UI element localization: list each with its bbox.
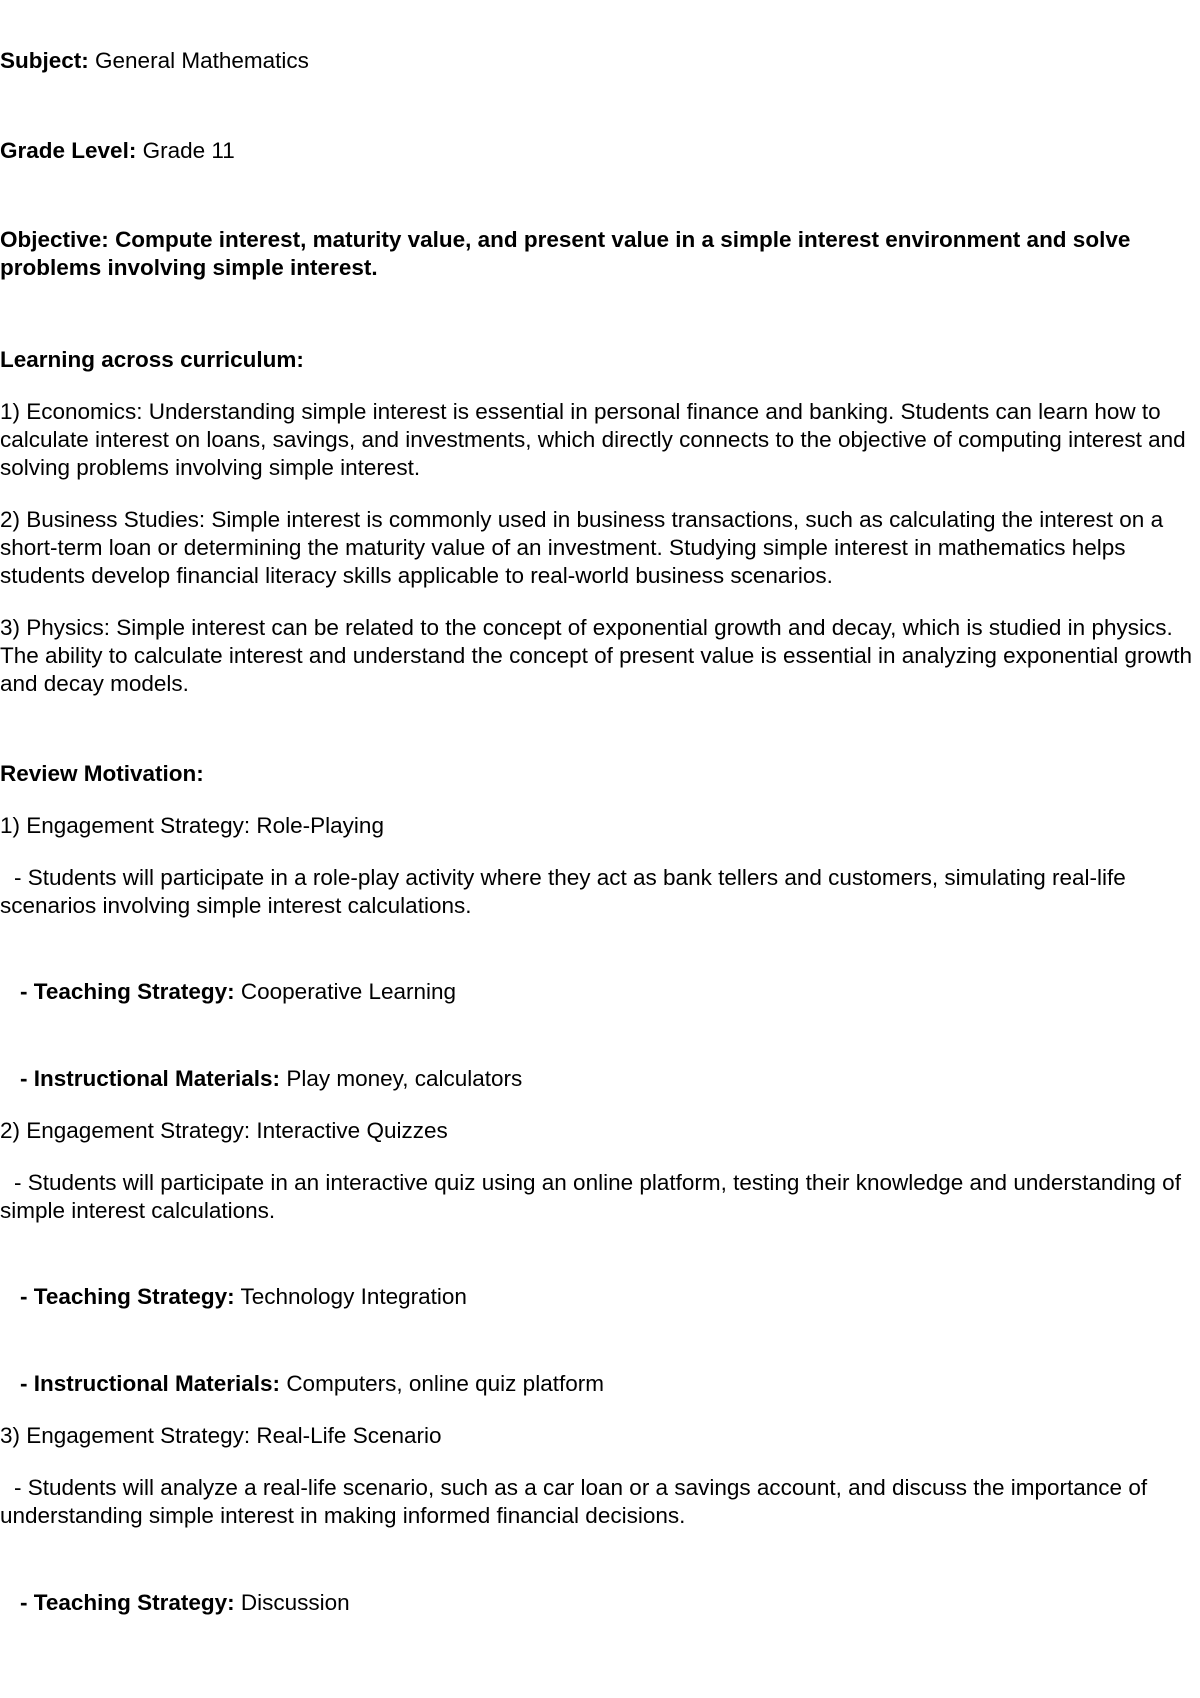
- curriculum-item-economics: 1) Economics: Understanding simple interest is essential in personal finance and banking. Students can learn how to calculate interest on loans, savings, and investments, which directly connects to the objective of computing interest and solving problems involving simple interest.: [0, 399, 1186, 480]
- review-motivation-heading: Review Motivation:: [0, 761, 204, 786]
- strategy-1-materials: [0, 1065, 1200, 1093]
- strategy-2-title: 2) Engagement Strategy: Interactive Quizzes: [0, 1118, 448, 1143]
- objective-label: Objective:: [0, 227, 109, 252]
- teaching-strategy-value: Discussion: [240, 1590, 350, 1615]
- grade-level-line: [0, 137, 1196, 165]
- teaching-strategy-label: - Teaching Strategy:: [20, 979, 235, 1004]
- teaching-strategy-label: - Teaching Strategy:: [20, 1590, 235, 1615]
- strategy-2-materials: [0, 1370, 1200, 1398]
- strategy-2-description: - Students will participate in an interactive quiz using an online platform, testing their knowledge and understanding of simple interest calculations.: [0, 1170, 1181, 1223]
- instructional-materials-label: - Instructional Materials:: [20, 1371, 281, 1396]
- objective: [0, 226, 1196, 282]
- strategy-1-teaching-strategy: [0, 978, 1200, 1006]
- strategy-1-description: - Students will participate in a role-play activity where they act as bank tellers and customers, simulating real-life scenarios involving simple interest calculations.: [0, 865, 1126, 918]
- subject-label: Subject:: [0, 48, 89, 73]
- teaching-strategy-value: Cooperative Learning: [240, 979, 457, 1004]
- teaching-strategy-label: - Teaching Strategy:: [20, 1284, 235, 1309]
- learning-across-curriculum-heading: Learning across curriculum:: [0, 347, 304, 372]
- instructional-materials-value: Computers, online quiz platform: [286, 1371, 604, 1396]
- strategy-2-teaching-strategy: [0, 1283, 1200, 1311]
- grade-level-value: Grade 11: [142, 138, 235, 163]
- subject-value: General Mathematics: [95, 48, 309, 73]
- strategy-3-teaching-strategy: [0, 1589, 1200, 1617]
- grade-level-label: Grade Level:: [0, 138, 137, 163]
- strategy-3-description: - Students will analyze a real-life scenario, such as a car loan or a savings account, and discuss the importance of understanding simple interest in making informed financial decisions.: [0, 1475, 1148, 1528]
- curriculum-item-physics: 3) Physics: Simple interest can be related to the concept of exponential growth and decay, which is studied in physics. The ability to calculate interest and understand the concept of present value is essential in analyzing exponential growth and decay models.: [0, 615, 1192, 696]
- curriculum-item-business-studies: 2) Business Studies: Simple interest is commonly used in business transactions, such as calculating the interest on a short-term loan or determining the maturity value of an investment. Studying simple interest in mathematics helps students develop financial literacy skills applicable to real-world business scenarios.: [0, 507, 1164, 588]
- objective-text: Compute interest, maturity value, and present value in a simple interest environment and solve problems involving simple interest.: [0, 227, 1131, 280]
- teaching-strategy-value: Technology Integration: [240, 1284, 467, 1309]
- strategy-1-title: 1) Engagement Strategy: Role-Playing: [0, 813, 384, 838]
- strategy-3-title: 3) Engagement Strategy: Real-Life Scenario: [0, 1423, 442, 1448]
- instructional-materials-value: Play money, calculators: [286, 1066, 523, 1091]
- instructional-materials-label: - Instructional Materials:: [20, 1066, 281, 1091]
- subject-line: [0, 47, 1196, 75]
